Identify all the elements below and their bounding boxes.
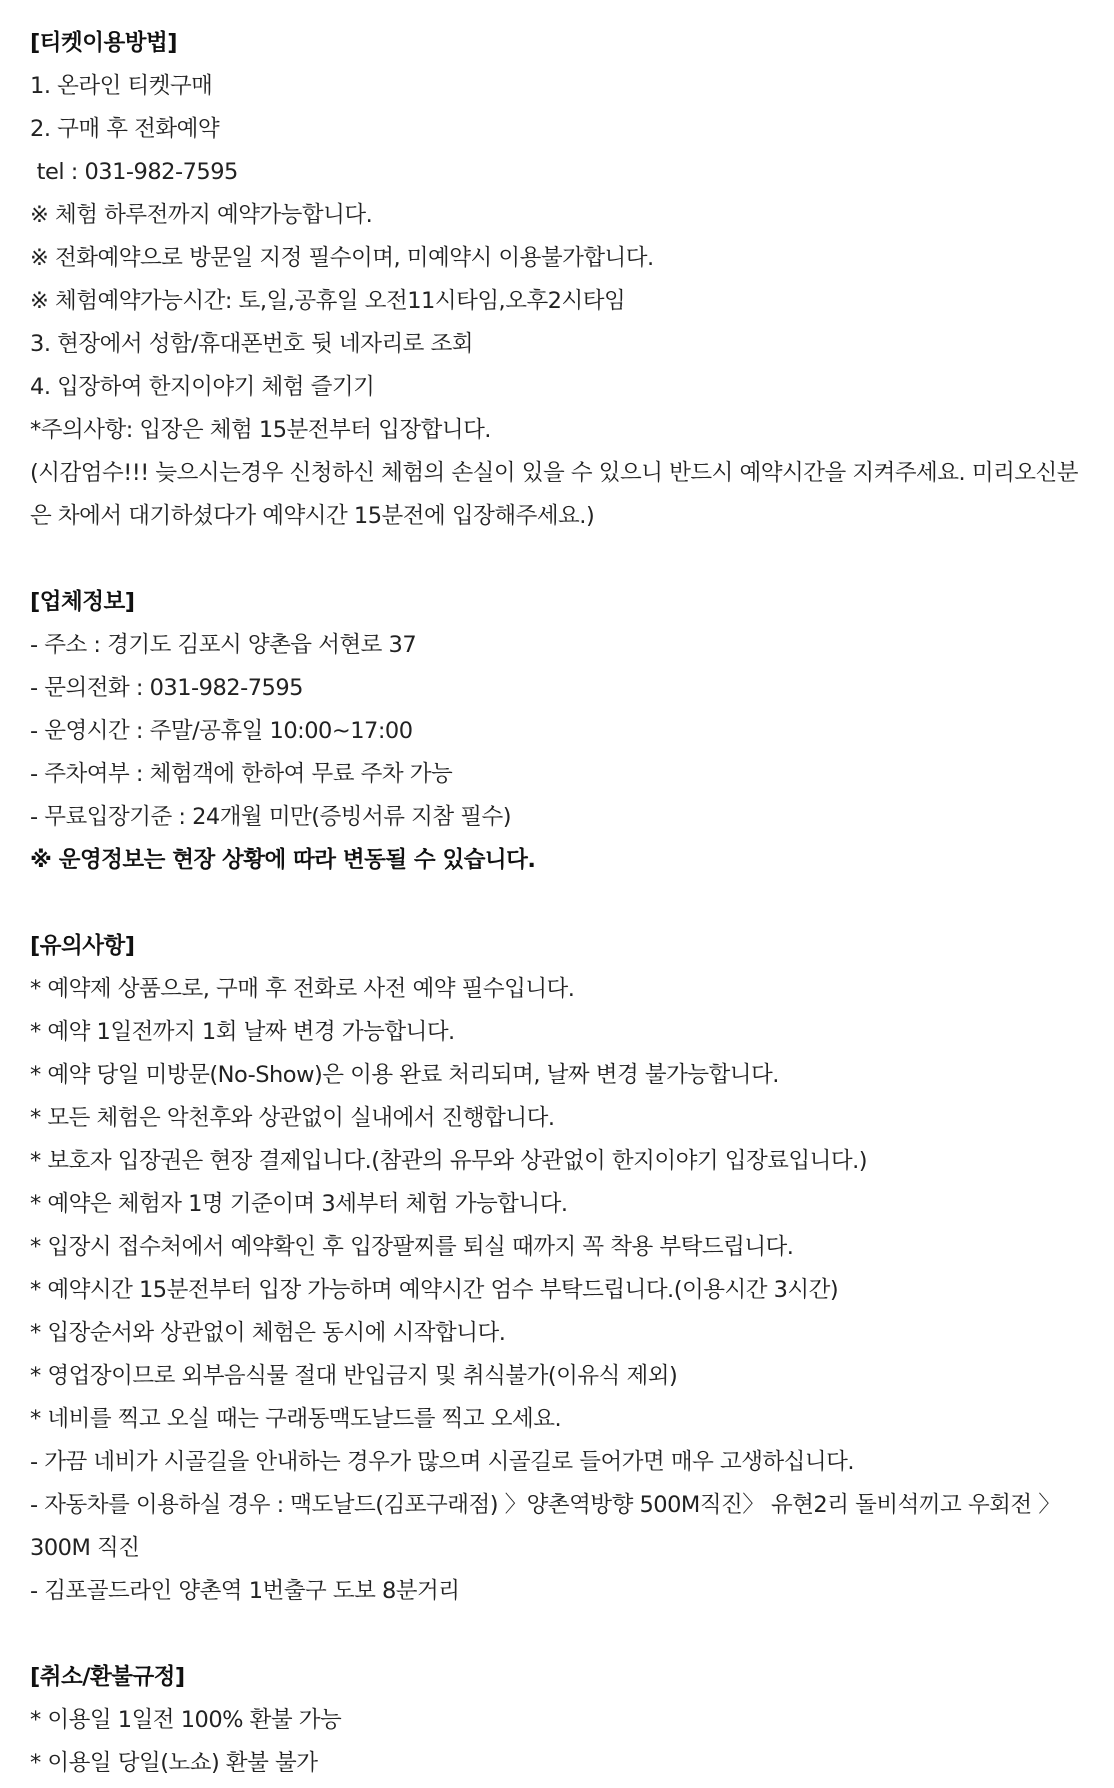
caution-item: * 예약은 체험자 1명 기준이며 3세부터 체험 가능합니다.: [30, 1191, 568, 1217]
ticket-phone: tel : 031-982-7595: [30, 159, 238, 185]
company-address: - 주소 : 경기도 김포시 양촌읍 서현로 37: [30, 632, 417, 658]
ticket-step-1: 1. 온라인 티켓구매: [30, 73, 213, 99]
caution-section: [30, 925, 1114, 1613]
caution-item: - 가끔 네비가 시골길을 안내하는 경우가 많으며 시골길로 들어가면 매우 고생하십니다.: [30, 1449, 855, 1475]
ticket-usage-section: [30, 22, 1114, 538]
caution-item: * 입장순서와 상관없이 체험은 동시에 시작합니다.: [30, 1320, 506, 1346]
company-notice: ※ 운영정보는 현장 상황에 따라 변동될 수 있습니다.: [30, 847, 536, 873]
section-spacer: [30, 538, 1114, 581]
ticket-caution-punctuality: (시감엄수!!! 늦으시는경우 신청하신 체험의 손실이 있을 수 있으니 반드시 예약시간을 지켜주세요. 미리오신분은 차에서 대기하셨다가 예약시간 15분전에 입장해주세요.): [30, 460, 1079, 529]
ticket-note-available-times: ※ 체험예약가능시간: 토,일,공휴일 오전11시타임,오후2시타임: [30, 288, 626, 314]
company-info-section: [30, 581, 1114, 882]
company-phone: - 문의전화 : 031-982-7595: [30, 675, 303, 701]
refund-item: * 이용일 당일(노쇼) 환불 불가: [30, 1750, 318, 1776]
ticket-note-reservation-deadline: ※ 체험 하루전까지 예약가능합니다.: [30, 202, 373, 228]
company-hours: - 운영시간 : 주말/공휴일 10:00~17:00: [30, 718, 413, 744]
refund-section: [30, 1656, 1114, 1785]
ticket-note-phone-reservation: ※ 전화예약으로 방문일 지정 필수이며, 미예약시 이용불가합니다.: [30, 245, 654, 271]
caution-item: * 예약 당일 미방문(No-Show)은 이용 완료 처리되며, 날짜 변경 불가능합니다.: [30, 1062, 779, 1088]
caution-heading: [유의사항]: [30, 933, 135, 959]
caution-item: * 모든 체험은 악천후와 상관없이 실내에서 진행합니다.: [30, 1105, 555, 1131]
caution-item: * 예약 1일전까지 1회 날짜 변경 가능합니다.: [30, 1019, 455, 1045]
caution-directions-car: - 자동차를 이용하실 경우 : 맥도날드(김포구래점) 〉양촌역방향 500M직진〉 유현2리 돌비석끼고 우회전 〉 300M 직진: [30, 1492, 1061, 1561]
caution-directions-subway: - 김포골드라인 양촌역 1번출구 도보 8분거리: [30, 1578, 460, 1604]
caution-item: * 입장시 접수처에서 예약확인 후 입장팔찌를 퇴실 때까지 꼭 착용 부탁드립니다.: [30, 1234, 794, 1260]
caution-item: * 예약시간 15분전부터 입장 가능하며 예약시간 엄수 부탁드립니다.(이용시간 3시간): [30, 1277, 839, 1303]
section-spacer: [30, 1613, 1114, 1656]
ticket-step-4: 4. 입장하여 한지이야기 체험 즐기기: [30, 374, 375, 400]
caution-item: * 예약제 상품으로, 구매 후 전화로 사전 예약 필수입니다.: [30, 976, 575, 1002]
company-info-heading: [업체정보]: [30, 589, 135, 615]
refund-heading: [취소/환불규정]: [30, 1664, 185, 1690]
company-parking: - 주차여부 : 체험객에 한하여 무료 주차 가능: [30, 761, 453, 787]
caution-item: * 영업장이므로 외부음식물 절대 반입금지 및 취식불가(이유식 제외): [30, 1363, 678, 1389]
caution-item: * 네비를 찍고 오실 때는 구래동맥도날드를 찍고 오세요.: [30, 1406, 562, 1432]
ticket-step-3: 3. 현장에서 성함/휴대폰번호 뒷 네자리로 조회: [30, 331, 474, 357]
section-spacer: [30, 882, 1114, 925]
ticket-usage-heading: [티켓이용방법]: [30, 30, 177, 56]
caution-item: * 보호자 입장권은 현장 결제입니다.(참관의 유무와 상관없이 한지이야기 입장료입니다.): [30, 1148, 868, 1174]
refund-item: * 이용일 1일전 100% 환불 가능: [30, 1707, 342, 1733]
ticket-caution-entry: *주의사항: 입장은 체험 15분전부터 입장합니다.: [30, 417, 491, 443]
company-free-entry: - 무료입장기준 : 24개월 미만(증빙서류 지참 필수): [30, 804, 512, 830]
ticket-step-2: 2. 구매 후 전화예약: [30, 116, 220, 142]
